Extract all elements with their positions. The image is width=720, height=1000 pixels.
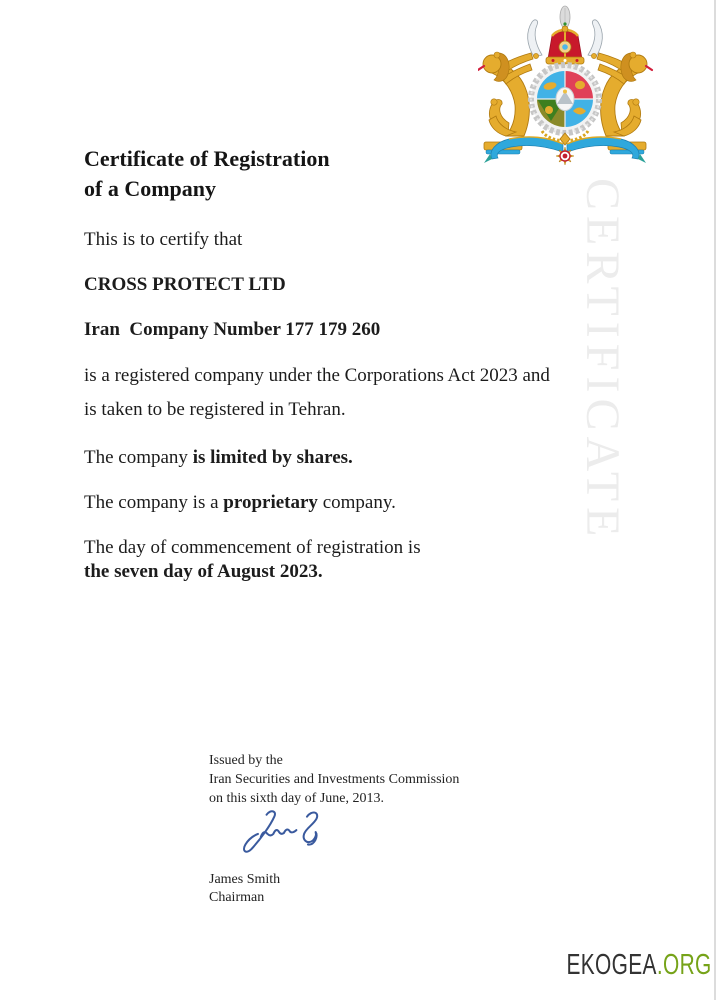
title-line-1: Certificate of Registration xyxy=(84,146,330,171)
signatory-name: James Smith xyxy=(209,872,281,887)
commencement-line-1: The day of commencement of registration is xyxy=(84,537,421,558)
watermark-text: CERTIFICATE xyxy=(576,178,629,543)
liability-line xyxy=(84,446,353,470)
company-number: Iran Company Number 177 179 260 xyxy=(84,319,381,340)
crown-icon xyxy=(546,6,584,64)
company-name: CROSS PROTECT LTD xyxy=(84,274,286,295)
certificate-title xyxy=(84,144,330,204)
company-type-bold: proprietary xyxy=(223,492,318,513)
company-type-line xyxy=(84,491,396,515)
signatory-title: Chairman xyxy=(209,890,265,905)
branding-name: EKOGEA xyxy=(566,949,658,981)
lion-right-icon xyxy=(588,20,652,154)
signature-script xyxy=(236,808,326,858)
issuer-line-1: Issued by the xyxy=(209,753,283,768)
signatory-block xyxy=(209,871,280,907)
title-line-2: of a Company xyxy=(84,176,217,201)
page-edge-line xyxy=(714,0,716,1000)
coat-of-arms-emblem xyxy=(478,3,658,170)
registration-line-1: is a registered company under the Corporations Act 2023 and xyxy=(84,365,550,386)
registration-line-2: is taken to be registered in Tehran. xyxy=(84,399,346,420)
issuer-line-3: on this sixth day of June, 2013. xyxy=(209,791,384,806)
issuer-line-2: Iran Securities and Investments Commission xyxy=(209,772,460,787)
commencement-line-2: the seven day of August 2023. xyxy=(84,561,323,582)
intro-line: This is to certify that xyxy=(84,229,243,250)
branding-tld: .ORG xyxy=(657,949,712,981)
issuer-block xyxy=(209,751,459,808)
order-badge-icon xyxy=(556,147,574,165)
company-type-prefix: The company is a xyxy=(84,492,224,513)
liability-bold: is limited by shares. xyxy=(192,447,353,468)
company-type-suffix: company. xyxy=(317,492,396,513)
liability-prefix: The company xyxy=(84,447,193,468)
shield-icon xyxy=(531,65,599,145)
branding-logo xyxy=(567,949,712,982)
